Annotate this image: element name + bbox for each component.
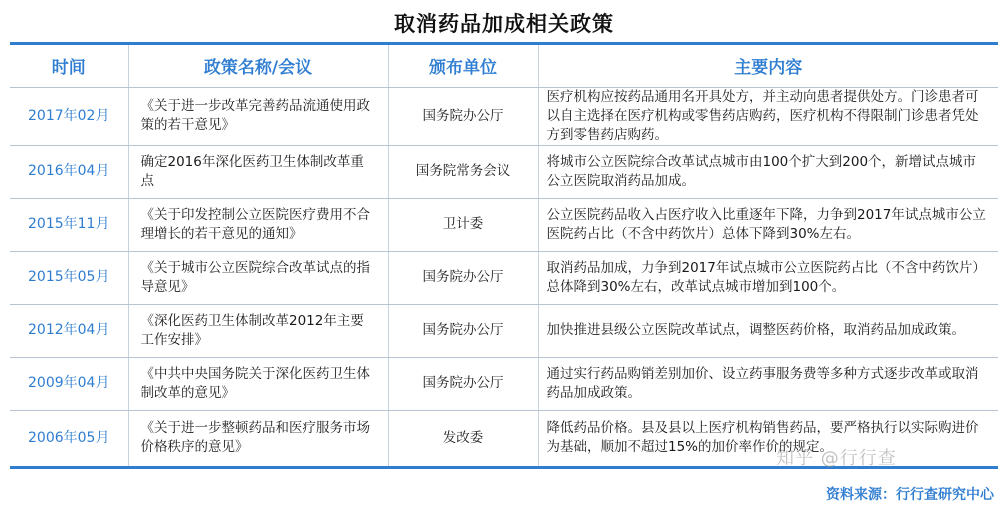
row-content: 加快推进县级公立医院改革试点，调整医药价格，取消药品加成政策。 xyxy=(538,304,998,357)
policy-table-container xyxy=(10,42,998,469)
row-content: 取消药品加成，力争到2017年试点城市公立医院药占比（不含中药饮片）总体降到30%左右，改革试点城市增加到100个。 xyxy=(538,251,998,304)
row-date: 2006年05月 xyxy=(28,429,110,446)
table-row xyxy=(10,304,998,357)
policy-table xyxy=(10,45,998,466)
row-issuing-unit: 国务院办公厅 xyxy=(388,251,538,304)
row-content: 医疗机构应按药品通用名开具处方，并主动向患者提供处方。门诊患者可以自主选择在医疗机构或零售药店购药，医疗机构不得限制门诊患者凭处方到零售药店购药。 xyxy=(538,87,998,145)
row-policy-name: 《关于进一步整顿药品和医疗服务市场价格秩序的意见》 xyxy=(128,410,388,466)
row-date: 2012年04月 xyxy=(10,304,128,357)
row-policy-name: 《关于进一步改革完善药品流通使用政策的若干意见》 xyxy=(128,87,388,145)
row-content: 公立医院药品收入占医疗收入比重逐年下降，力争到2017年试点城市公立医院药占比（不含中药饮片）总体下降到30%左右。 xyxy=(538,198,998,251)
row-issuing-unit: 发改委 xyxy=(388,410,538,466)
row-policy-name: 《关于城市公立医院综合改革试点的指导意见》 xyxy=(128,251,388,304)
table-row xyxy=(10,87,998,145)
row-content: 将城市公立医院综合改革试点城市由100个扩大到200个，新增试点城市公立医院取消药品加成。 xyxy=(538,145,998,198)
row-date: 2015年05月 xyxy=(10,251,128,304)
row-issuing-unit: 国务院常务会议 xyxy=(388,145,538,198)
row-content: 通过实行药品购销差别加价、设立药事服务费等多种方式逐步改革或取消药品加成政策。 xyxy=(538,357,998,410)
header-issuing-unit: 颁布单位 xyxy=(388,45,538,87)
row-issuing-unit: 国务院办公厅 xyxy=(388,304,538,357)
row-date: 2009年04月 xyxy=(10,357,128,410)
header-main-content: 主要内容 xyxy=(538,45,998,87)
table-row xyxy=(10,198,998,251)
row-policy-name: 《中共中央国务院关于深化医药卫生体制改革的意见》 xyxy=(128,357,388,410)
watermark: 知乎 @行行查 xyxy=(776,448,897,469)
table-row xyxy=(10,145,998,198)
row-policy-name: 《关于印发控制公立医院医疗费用不合理增长的若干意见的通知》 xyxy=(128,198,388,251)
header-time: 时间 xyxy=(10,45,128,87)
row-date: 2016年04月 xyxy=(10,145,128,198)
source-note: 资料来源：行行查研究中心 xyxy=(826,487,994,503)
table-header-row xyxy=(10,45,998,87)
header-policy-name: 政策名称/会议 xyxy=(128,45,388,87)
row-policy-name: 《深化医药卫生体制改革2012年主要工作安排》 xyxy=(128,304,388,357)
row-content: 降低药品价格。县及县以上医疗机构销售药品，要严格执行以实际购进价为基础，顺加不超过15%的加价率作价的规定。 xyxy=(538,410,998,466)
row-issuing-unit: 国务院办公厅 xyxy=(388,87,538,145)
table-row xyxy=(10,251,998,304)
row-policy-name: 确定2016年深化医药卫生体制改革重点 xyxy=(128,145,388,198)
page-title: 取消药品加成相关政策 xyxy=(394,12,614,36)
row-date: 2017年02月 xyxy=(10,87,128,145)
row-date: 2015年11月 xyxy=(10,198,128,251)
table-row xyxy=(10,357,998,410)
row-issuing-unit: 国务院办公厅 xyxy=(388,357,538,410)
row-issuing-unit: 卫计委 xyxy=(388,198,538,251)
